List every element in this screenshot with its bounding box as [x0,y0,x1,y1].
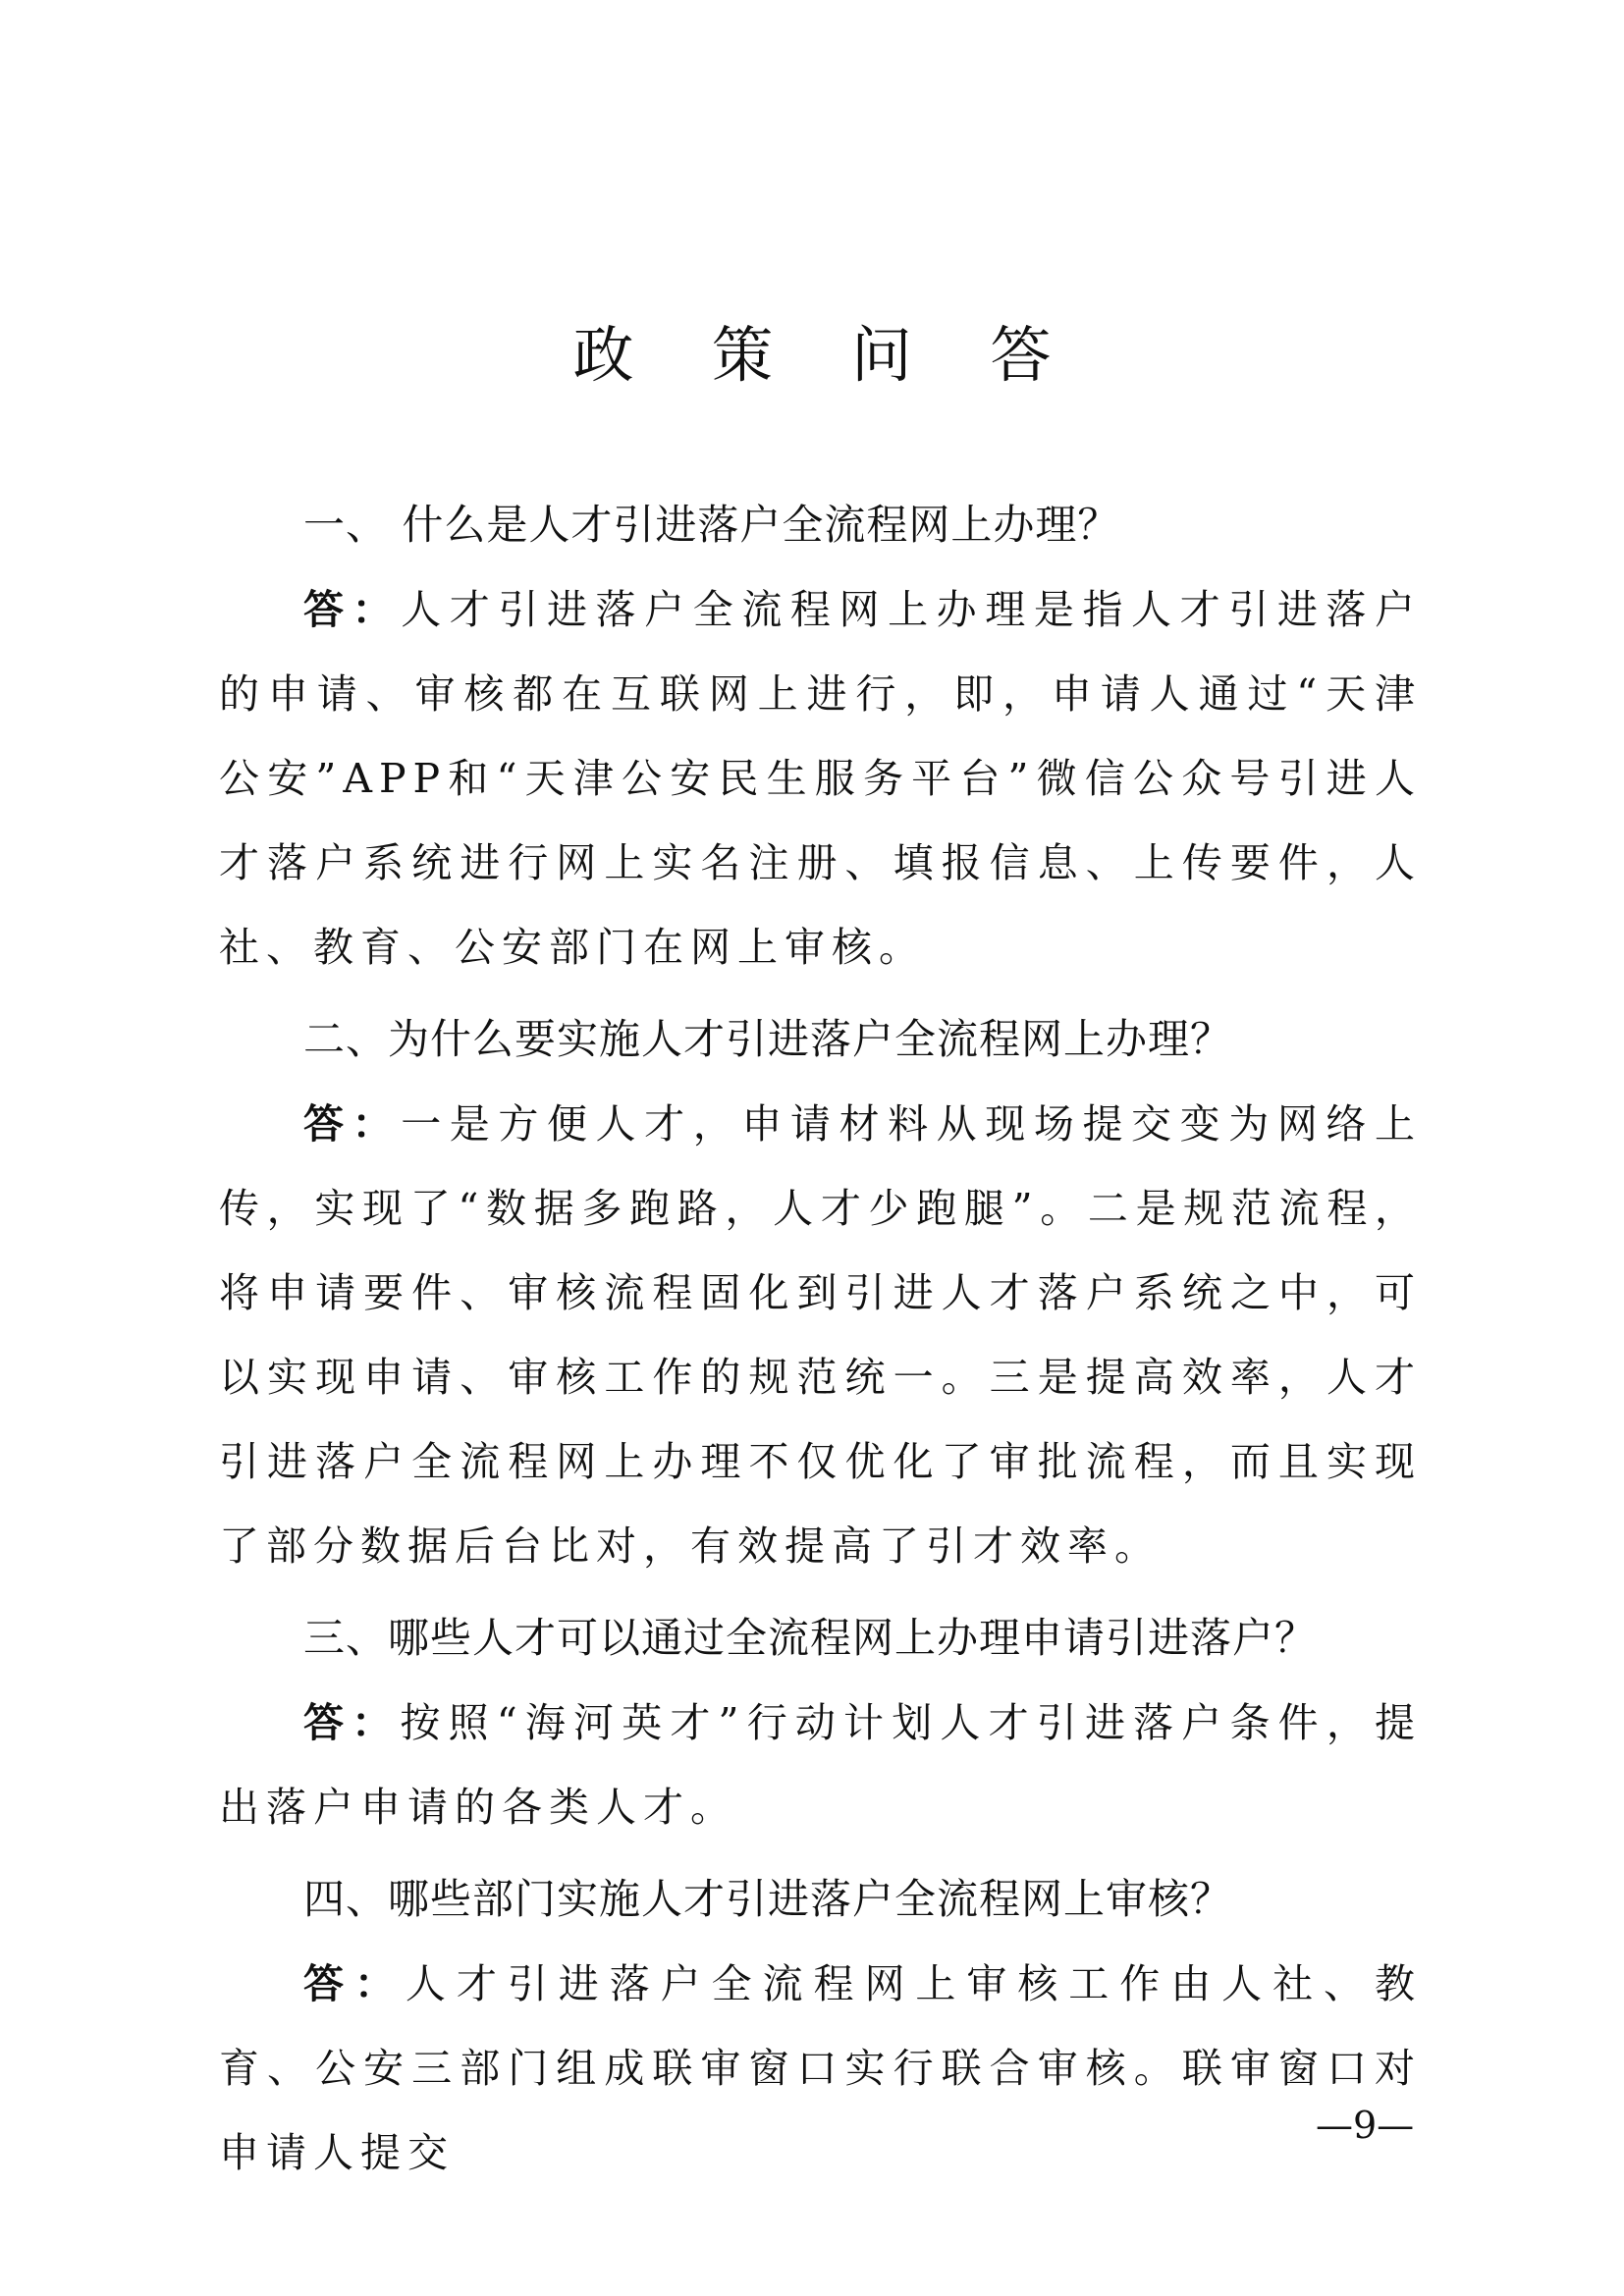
answer-2 [219,1082,1422,1588]
answer-text: 人才引进落户全流程网上审核工作由人社、教育、公安三部门组成联审窗口实行联合审核。联审窗口对申请人提交 [219,1960,1422,2176]
answer-text: 一是方便人才，申请材料从现场提交变为网络上传，实现了“数据多跑路，人才少跑腿”。二是规范流程，将申请要件、审核流程固化到引进人才落户系统之中，可以实现申请、审核工作的规范统一。三是提高效率，人才引进落户全流程网上办理不仅优化了审批流程，而且实现了部分数据后台比对，有效提高了引才效率。 [219,1100,1423,1570]
answer-3 [219,1681,1422,1849]
question-2: 二、为什么要实施人才引进落户全流程网上办理？ [303,1015,1233,1063]
section-gap [219,989,1422,997]
section-gap [219,1849,1422,1857]
qa-content [219,483,1422,2195]
answer-text: 人才引进落户全流程网上办理是指人才引进落户的申请、审核都在互联网上进行，即，申请人通过“天津公安”APP和“天津公安民生服务平台”微信公众号引进人才落户系统进行网上实名注册、填报信息、上传要件，人社、教育、公安部门在网上审核。 [219,586,1423,971]
answer-label: 答： [303,1699,401,1746]
page-title: 政 策 问 答 [572,319,1081,391]
section-gap [219,1588,1422,1596]
answer-text: 按照“海河英才”行动计划人才引进落户条件，提出落户申请的各类人才。 [219,1699,1423,1831]
answer-4 [219,1942,1422,2195]
question-3: 三、哪些人才可以通过全流程网上办理申请引进落户？ [303,1614,1318,1662]
answer-label: 答： [303,586,402,633]
question-4: 四、哪些部门实施人才引进落户全流程网上审核？ [303,1875,1233,1923]
answer-label: 答： [303,1100,402,1148]
answer-label: 答： [303,1960,406,2007]
page-number: —9— [1316,2104,1415,2147]
question-1: 一、 什么是人才引进落户全流程网上办理？ [303,501,1120,549]
answer-1 [219,567,1422,989]
